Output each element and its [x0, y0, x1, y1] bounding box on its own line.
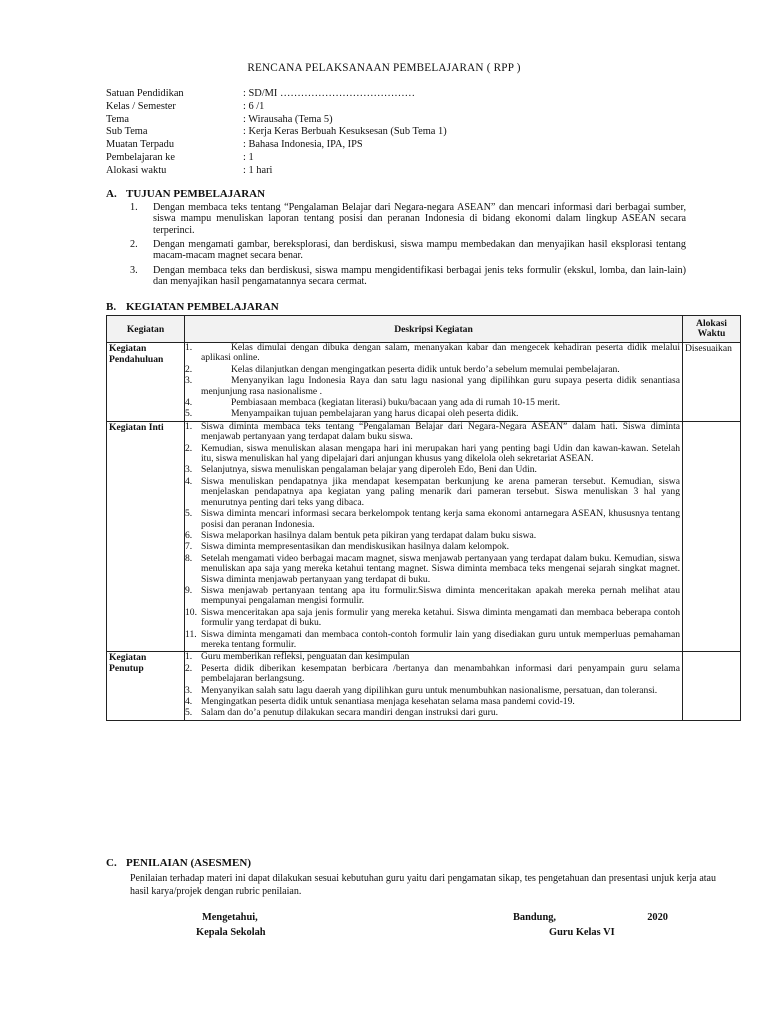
- table-row: [107, 652, 741, 720]
- activity-time: Disesuaikan: [683, 343, 741, 422]
- activity-time: [683, 652, 741, 720]
- list-item: 3. Selanjutnya, siswa menuliskan pengalaman belajar yang diperoleh Edo, Beni dan Udin.: [185, 464, 537, 476]
- signature-left: [196, 910, 266, 940]
- list-item: 2. Kelas dilanjutkan dengan mengingatkan peserta didik untuk berdo’a sebelum memulai pembelajaran.: [185, 363, 620, 375]
- header-kegiatan: Kegiatan: [107, 316, 185, 343]
- activity-description: [185, 343, 683, 422]
- signature-place: Bandung,: [513, 912, 557, 923]
- activity-name: Kegiatan Pendahuluan: [107, 343, 185, 422]
- activity-description: [185, 652, 683, 720]
- list-item: 5. Menyampaikan tujuan pembelajaran yang harus dicapai oleh peserta didik.: [185, 408, 519, 420]
- section-title: KEGIATAN PEMBELAJARAN: [126, 301, 279, 313]
- list-item: 9. Siswa menjawab pertanyaan tentang apa itu formulir.Siswa diminta menceritakan apakah mereka pernah melihat atau mempunyai pengalaman mengisi formulir.: [185, 584, 680, 607]
- assessment-text: Penilaian terhadap materi ini dapat dilakukan sesuai kebutuhan guru yaitu dari pengamatan sikap, tes pengetahuan dan presentasi unjuk kerja atau hasil karya/projek dengan rubric penilaian.: [130, 873, 716, 897]
- identity-label: Pembelajaran ke: [106, 152, 175, 163]
- list-item: 10. Siswa menceritakan apa saja jenis formulir yang mereka ketahui. Siswa diminta mengamati dan membaca beberapa contoh formulir yang terdapat di buku.: [185, 606, 680, 629]
- list-item: 11. Siswa diminta mengamati dan membaca contoh-contoh formulir lain yang disediakan guru untuk memperluas pemahaman mereka tentang formulir.: [185, 628, 680, 650]
- activity-time: [683, 421, 741, 652]
- identity-label: Muatan Terpadu: [106, 139, 175, 150]
- activities-table: [106, 315, 741, 721]
- identity-value: : Wirausaha (Tema 5): [243, 114, 333, 125]
- activity-name: Kegiatan Penutup: [107, 652, 185, 720]
- objective-number: 2.: [130, 239, 138, 250]
- section-letter: B.: [106, 301, 117, 313]
- signature-left-line2: Kepala Sekolah: [196, 927, 266, 938]
- identity-label: Kelas / Semester: [106, 101, 176, 112]
- header-alokasi: Alokasi Waktu: [683, 316, 741, 343]
- signature-left-line1: Mengetahui,: [202, 912, 258, 923]
- objective-item: [130, 239, 686, 262]
- header-deskripsi: Deskripsi Kegiatan: [185, 316, 683, 343]
- objective-text: Dengan mengamati gambar, bereksplorasi, dan berdiskusi, siswa mampu membedakan dan menyajikan hasil eksplorasi tentang macam-macam magnet secara benar.: [153, 239, 686, 262]
- section-c-heading: [106, 857, 251, 869]
- table-header-row: [107, 316, 741, 343]
- identity-value: : Kerja Keras Berbuah Kesuksesan (Sub Tema 1): [243, 126, 447, 137]
- list-item: 5. Salam dan do’a penutup dilakukan secara mandiri dengan instruksi dari guru.: [185, 707, 499, 719]
- list-item: 1. Kelas dimulai dengan dibuka dengan salam, menanyakan kabar dan mengecek kehadiran peserta didik melalui aplikasi online.: [185, 342, 680, 364]
- section-b-heading: [106, 301, 279, 313]
- section-letter: C.: [106, 857, 117, 869]
- section-title: TUJUAN PEMBELAJARAN: [126, 188, 266, 200]
- activity-description: [185, 421, 683, 652]
- section-a-heading: [106, 188, 265, 200]
- identity-label: Alokasi waktu: [106, 165, 167, 176]
- list-item: 4. Mengingatkan peserta didik untuk senantiasa menjaga kesehatan selama masa pandemi covid-19.: [185, 696, 575, 707]
- list-item: 2. Peserta didik diberikan kesempatan berbicara /bertanya dan menambahkan informasi dari penyampain guru selama pembelajaran berlangsung.: [185, 662, 680, 685]
- document-title: RENCANA PELAKSANAAN PEMBELAJARAN ( RPP ): [247, 62, 521, 74]
- list-item: 1. Siswa diminta membaca teks tentang “Pengalaman Belajar dari Negara-Negara ASEAN” dalam hati. Siswa diminta menjawab pertanyaan yang terdapat dalam buku siswa.: [185, 420, 680, 443]
- list-item: 8. Setelah mengamati video berbagai macam magnet, siswa menjawab pertanyaan yang terdapat dalam buku. Kemudian, siswa menuliskan apa saja yang mereka ketahui tentang magnet. Siswa diminta membaca teks mengenai sejarah singkat magnet. Siswa diminta menjawab pertanyaan yang terdapat di buku.: [185, 552, 680, 585]
- identity-value: : 1 hari: [243, 165, 273, 176]
- identity-value: : Bahasa Indonesia, IPA, IPS: [243, 139, 363, 150]
- section-letter: A.: [106, 188, 117, 200]
- identity-label: Tema: [106, 114, 129, 125]
- objective-item: [130, 202, 686, 236]
- identity-value: : 1: [243, 152, 254, 163]
- signature-year: 2020: [647, 912, 668, 923]
- identity-value: : 6 /1: [243, 101, 265, 112]
- list-item: 3. Menyanyikan salah satu lagu daerah yang dipilihkan guru untuk menumbuhkan nasionalisme, persatuan, dan toleransi.: [185, 684, 658, 696]
- table-row: [107, 343, 741, 422]
- signature-right: [513, 910, 668, 940]
- list-item: 3. Menyanyikan lagu Indonesia Raya dan satu lagu nasional yang dipilihkan guru supaya peserta didik senantiasa menjunjung rasa nasionalisme .: [185, 375, 680, 397]
- objective-text: Dengan membaca teks tentang “Pengalaman Belajar dari Negara-negara ASEAN” dan mencari informasi dari berbagai sumber, siswa mampu menuliskan laporan tentang posisi dan peranan Indonesia di bidang ekonomi dalam lingkup ASEAN secara terperinci.: [153, 202, 686, 236]
- activity-name: Kegiatan Inti: [107, 421, 185, 652]
- list-item: 2. Kemudian, siswa menuliskan alasan mengapa hari ini merupakan hari yang penting bagi Udin dan kawan-kawan. Setelah itu, siswa menuliskan hal yang dipelajari dari anjungan khusus yang dikelola oleh sekretariat ASEAN.: [185, 442, 680, 465]
- objective-text: Dengan membaca teks dan berdiskusi, siswa mampu mengidentifikasi berbagai jenis teks formulir (ekskul, lomba, dan lain-lain) dan menyajikan hasil pengamatannya secara cermat.: [153, 265, 686, 288]
- signature-right-line2: Guru Kelas VI: [549, 927, 615, 938]
- list-item: 5. Siswa diminta mencari informasi secara berkelompok tentang kerja sama ekonomi antarnegara ASEAN, khususnya tentang posisi dan peranan Indonesia.: [185, 508, 680, 530]
- identity-value: : SD/MI …………………………………: [243, 88, 416, 99]
- list-item: 7. Siswa diminta mempresentasikan dan mendiskusikan hasilnya dalam kelompok.: [185, 541, 510, 553]
- list-item: 1. Guru memberikan refleksi, penguatan dan kesimpulan: [185, 651, 410, 663]
- list-item: 4. Pembiasaan membaca (kegiatan literasi) buku/bacaan yang ada di rumah 10-15 merit.: [185, 397, 560, 409]
- table-row: [107, 421, 741, 652]
- list-item: 6. Siswa melaporkan hasilnya dalam bentuk peta pikiran yang terdapat dalam buku siswa.: [185, 529, 537, 541]
- identity-label: Sub Tema: [106, 126, 148, 137]
- objective-number: 1.: [130, 202, 138, 213]
- objective-item: [130, 265, 686, 288]
- list-item: 4. Siswa menuliskan pendapatnya jika mendapat kesempatan berkunjung ke arena pameran tersebut. Kemudian, siswa menjelaskan pendapatnya apa kegiatan yang paling menarik dari pameran tersebut. Siswa menuliskan 3 hal yang menurutnya penting dari teks yang dibaca.: [185, 475, 680, 508]
- objective-number: 3.: [130, 265, 138, 276]
- section-title: PENILAIAN (ASESMEN): [126, 857, 251, 869]
- identity-label: Satuan Pendidikan: [106, 88, 184, 99]
